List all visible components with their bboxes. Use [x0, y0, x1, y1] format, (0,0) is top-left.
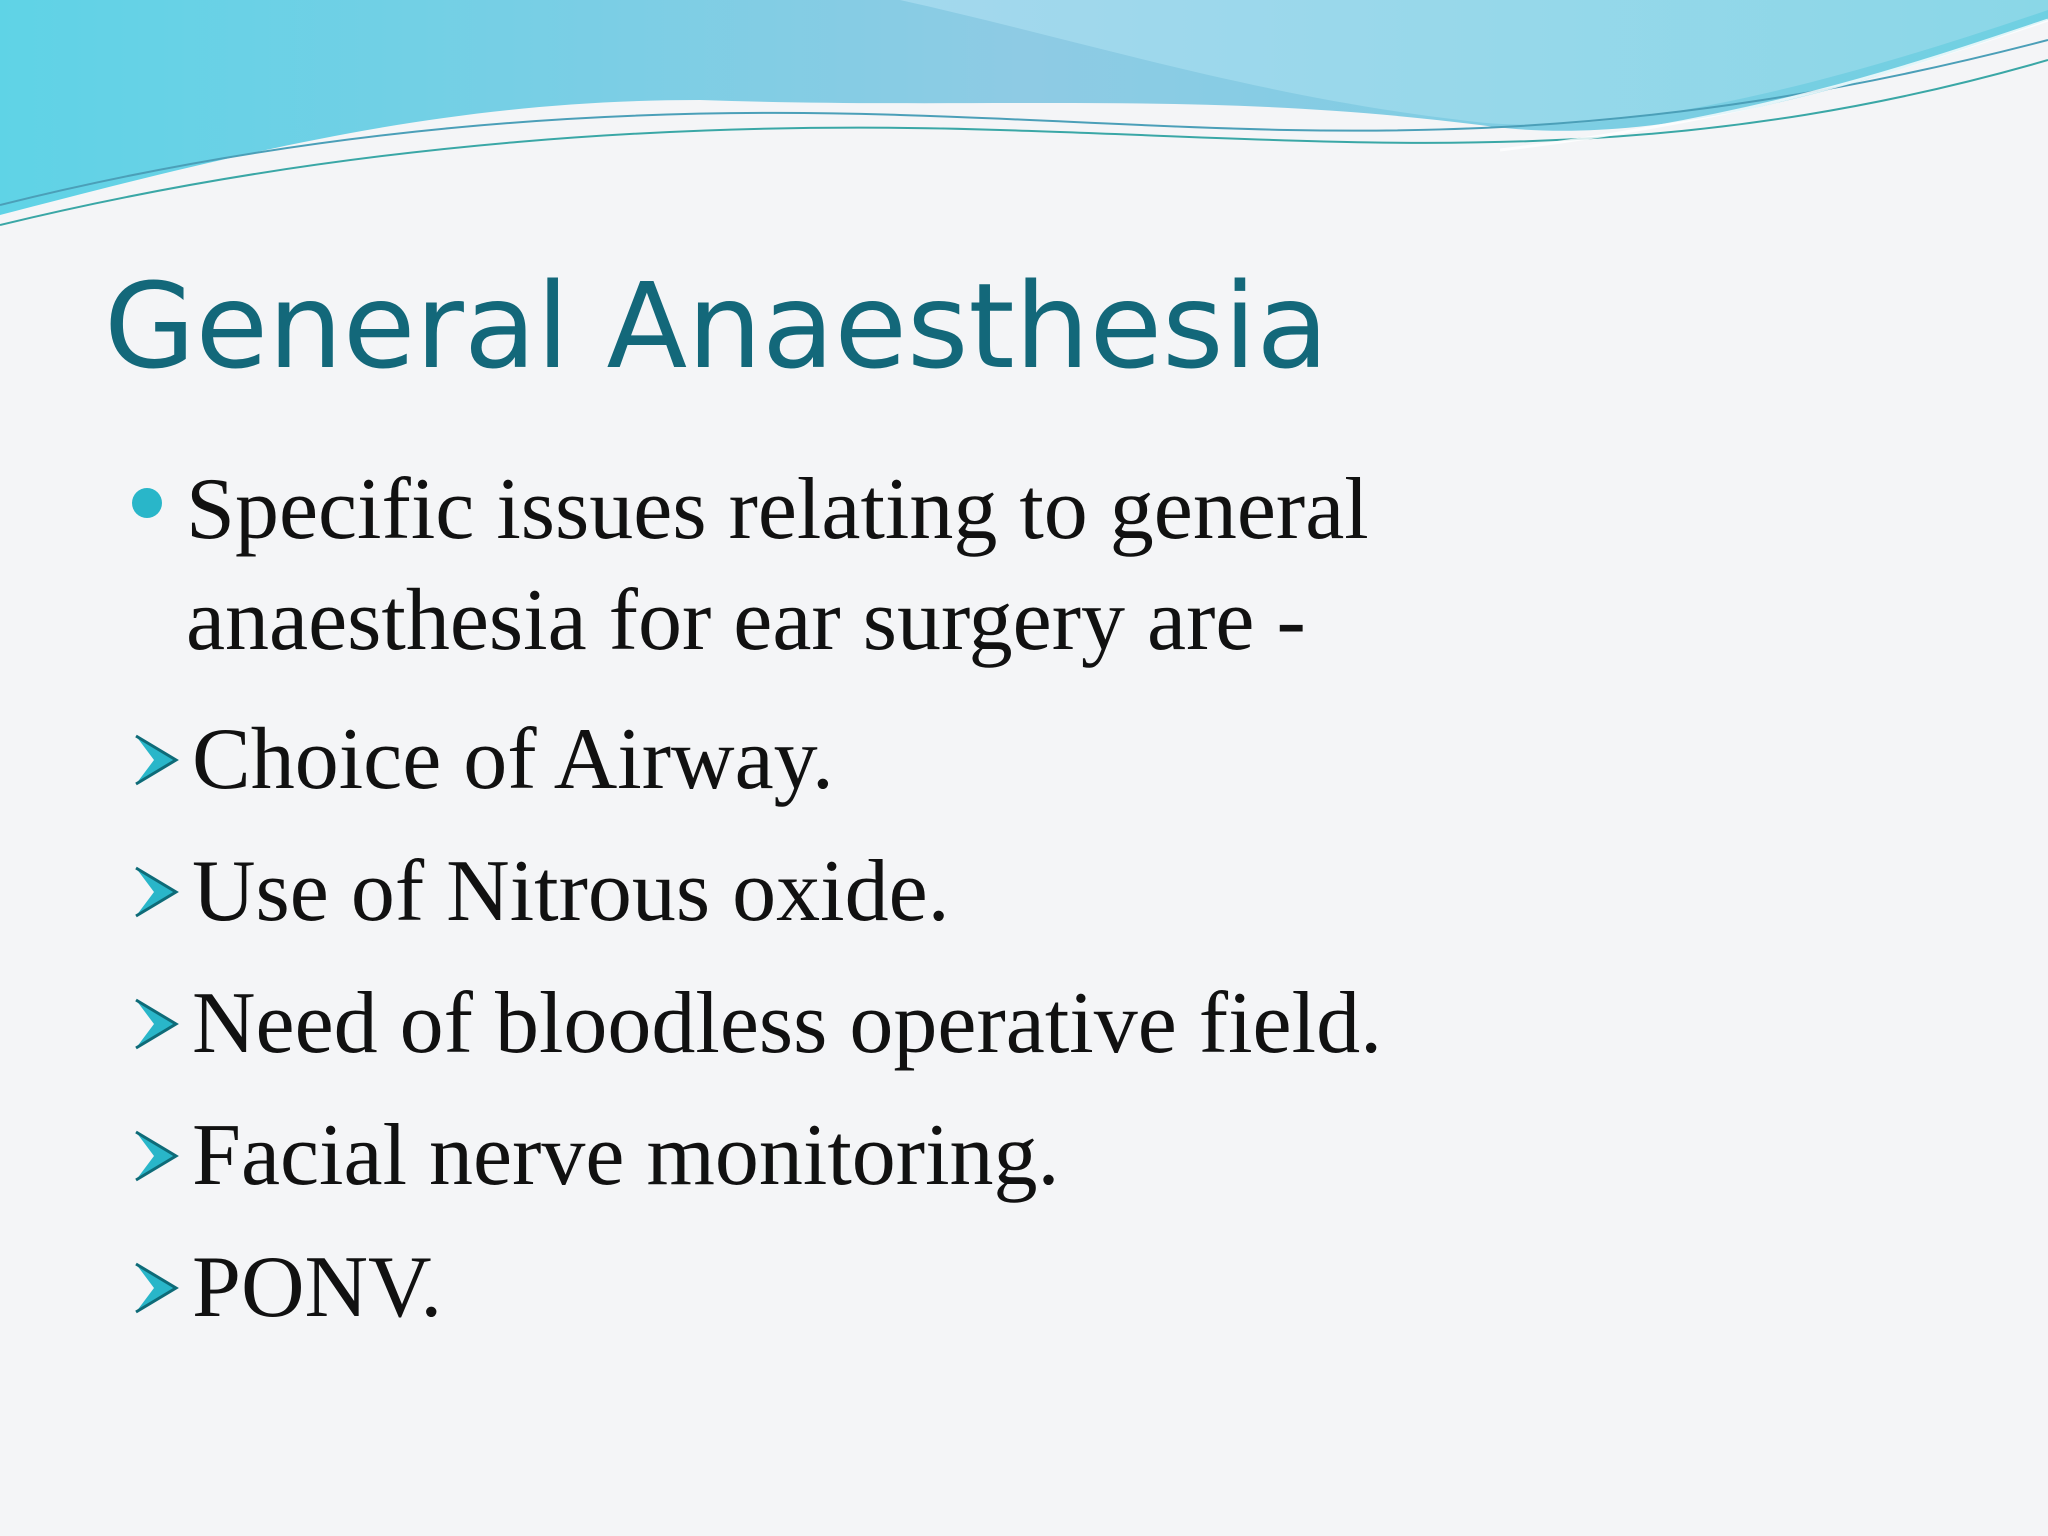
list-item-text: Need of bloodless operative field. [192, 975, 1383, 1072]
list-item [130, 958, 1382, 1090]
list-item-text: Choice of Airway. [192, 711, 834, 808]
arrow-bullet-icon [130, 730, 182, 790]
list-item [130, 1222, 1382, 1354]
header-wave-decoration [0, 0, 2048, 240]
arrow-bullet-icon [130, 994, 182, 1054]
list-item-text: PONV. [192, 1239, 443, 1336]
dot-bullet-icon [132, 488, 162, 518]
list-item [130, 826, 1382, 958]
arrow-bullet-icon [130, 1126, 182, 1186]
arrow-bullet-icon [130, 1258, 182, 1318]
list-item [130, 1090, 1382, 1222]
list-item [130, 694, 1382, 826]
list-item-text: Facial nerve monitoring. [192, 1107, 1060, 1204]
intro-bullet [132, 454, 1532, 676]
issue-list [130, 694, 1382, 1354]
slide-title: General Anaesthesia [104, 257, 1329, 395]
arrow-bullet-icon [130, 862, 182, 922]
list-item-text: Use of Nitrous oxide. [192, 843, 950, 940]
intro-text: Specific issues relating to general anaesthesia for ear surgery are - [186, 461, 1369, 669]
